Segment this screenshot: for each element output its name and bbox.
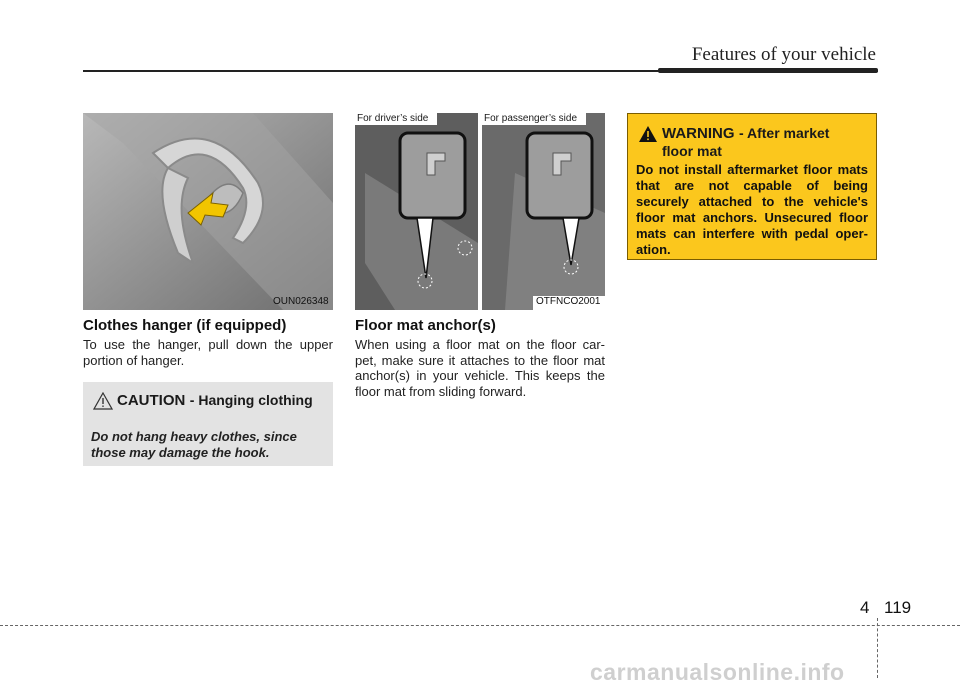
caution-text: Do not hang heavy clothes, since those may damage the hook. xyxy=(91,429,297,460)
floor-mat-anchor-photo xyxy=(355,113,605,310)
figure-code-hanger: OUN026348 xyxy=(273,296,329,307)
body-floor-mat-anchor: When using a floor mat on the floor car- pet, make sure it attaches to the floor mat anchor(s) in your vehicle. This keeps the floor mat from sliding forward. xyxy=(355,337,605,399)
heading-clothes-hanger: Clothes hanger (if equipped) xyxy=(83,317,287,334)
footer-rule xyxy=(0,625,960,626)
page-number: 119 xyxy=(884,598,912,617)
warning-subtitle: - After market floor mat xyxy=(662,125,830,159)
body-clothes-hanger: To use the hanger, pull down the upper portion of hanger. xyxy=(83,337,333,368)
warning-box xyxy=(627,113,877,260)
label-drivers-side: For driver’s side xyxy=(357,113,429,124)
warning-label: WARNING xyxy=(662,125,735,142)
caution-subtitle: - Hanging clothing xyxy=(189,392,313,408)
warning-triangle-icon xyxy=(638,125,658,143)
figure-code-floor-mat: OTFNCO2001 xyxy=(536,296,601,307)
footer-separator xyxy=(877,618,878,678)
clothes-hanger-photo xyxy=(83,113,333,310)
chapter-number: 4 xyxy=(860,598,870,617)
heading-floor-mat-anchor: Floor mat anchor(s) xyxy=(355,317,496,334)
label-passengers-side: For passenger’s side xyxy=(484,113,578,124)
caution-box xyxy=(83,382,333,466)
caution-label: CAUTION xyxy=(117,392,186,409)
caution-triangle-icon xyxy=(93,392,113,410)
running-header: Features of your vehicle xyxy=(691,44,876,65)
warning-text: Do not install aftermarket floor mats that are not capable of being securely attached to the vehicle's floor mat anchors. Unsecured floor mats can interfere with pedal oper- ation. xyxy=(636,162,868,257)
header-rule-accent xyxy=(658,68,878,73)
watermark: carmanualsonline.info xyxy=(590,659,845,685)
